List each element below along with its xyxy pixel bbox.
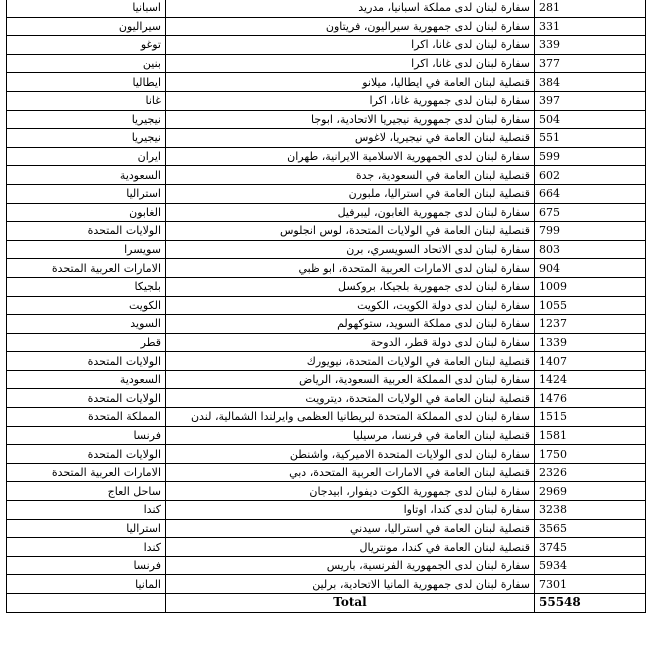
count-cell: 397	[535, 91, 646, 110]
count-cell: 384	[535, 73, 646, 92]
country-cell: المملكة المتحدة	[7, 408, 166, 427]
mission-cell: قنصلية لبنان العامة في الولايات المتحدة، نيويورك	[166, 352, 535, 371]
country-cell: السويد	[7, 315, 166, 334]
count-cell: 904	[535, 259, 646, 278]
table-row	[7, 538, 646, 557]
table-body	[7, 0, 646, 612]
mission-cell: قنصلية لبنان العامة في فرنسا، مرسيليا	[166, 426, 535, 445]
mission-cell: قنصلية لبنان العامة في استراليا، سيدني	[166, 519, 535, 538]
country-cell: كندا	[7, 501, 166, 520]
table-row	[7, 203, 646, 222]
table-row	[7, 352, 646, 371]
country-cell: فرنسا	[7, 556, 166, 575]
mission-cell: سفارة لبنان لدى الولايات المتحدة الاميركية، واشنطن	[166, 445, 535, 464]
mission-cell: قنصلية لبنان العامة في نيجيريا، لاغوس	[166, 129, 535, 148]
mission-cell: قنصلية لبنان العامة في السعودية، جدة	[166, 166, 535, 185]
table-row	[7, 17, 646, 36]
count-cell: 1339	[535, 333, 646, 352]
table-row	[7, 222, 646, 241]
count-cell: 331	[535, 17, 646, 36]
table-row	[7, 54, 646, 73]
country-cell: الولايات المتحدة	[7, 222, 166, 241]
table-row	[7, 184, 646, 203]
count-cell: 281	[535, 0, 646, 17]
country-cell: السعودية	[7, 370, 166, 389]
table-row	[7, 501, 646, 520]
mission-cell: قنصلية لبنان العامة في كندا، مونتريال	[166, 538, 535, 557]
count-cell: 1407	[535, 352, 646, 371]
count-cell: 803	[535, 240, 646, 259]
mission-cell: سفارة لبنان لدى جمهورية الكوت ديفوار، ابيدجان	[166, 482, 535, 501]
mission-cell: سفارة لبنان لدى الجمهورية الاسلامية الايرانية، طهران	[166, 147, 535, 166]
country-cell: استراليا	[7, 519, 166, 538]
country-cell: ايران	[7, 147, 166, 166]
table-row	[7, 166, 646, 185]
table-row	[7, 482, 646, 501]
table-row	[7, 315, 646, 334]
country-cell: الولايات المتحدة	[7, 352, 166, 371]
count-cell: 377	[535, 54, 646, 73]
mission-cell: قنصلية لبنان العامة في استراليا، ملبورن	[166, 184, 535, 203]
mission-cell: سفارة لبنان لدى غانا، اكرا	[166, 54, 535, 73]
table-row	[7, 426, 646, 445]
table-row	[7, 110, 646, 129]
mission-cell: سفارة لبنان لدى مملكة السويد، ستوكهولم	[166, 315, 535, 334]
mission-cell: سفارة لبنان لدى المملكة العربية السعودية، الرياض	[166, 370, 535, 389]
mission-cell: سفارة لبنان لدى جمهورية نيجيريا الاتحادية، ابوجا	[166, 110, 535, 129]
total-row	[7, 594, 646, 613]
total-value: 55548	[535, 594, 646, 613]
country-cell: استراليا	[7, 184, 166, 203]
table-row	[7, 147, 646, 166]
table-row	[7, 259, 646, 278]
count-cell: 1581	[535, 426, 646, 445]
country-cell: بلجيكا	[7, 277, 166, 296]
table-row	[7, 296, 646, 315]
country-cell: فرنسا	[7, 426, 166, 445]
table-row	[7, 575, 646, 594]
count-cell: 799	[535, 222, 646, 241]
country-cell: الامارات العربية المتحدة	[7, 463, 166, 482]
country-cell: الغابون	[7, 203, 166, 222]
count-cell: 675	[535, 203, 646, 222]
count-cell: 1237	[535, 315, 646, 334]
table-row	[7, 91, 646, 110]
embassy-registration-table	[6, 0, 646, 613]
count-cell: 599	[535, 147, 646, 166]
count-cell: 504	[535, 110, 646, 129]
count-cell: 3745	[535, 538, 646, 557]
count-cell: 5934	[535, 556, 646, 575]
table-row	[7, 463, 646, 482]
count-cell: 3565	[535, 519, 646, 538]
country-cell: كندا	[7, 538, 166, 557]
table-row	[7, 129, 646, 148]
count-cell: 602	[535, 166, 646, 185]
table-row	[7, 445, 646, 464]
total-country-cell	[7, 594, 166, 613]
country-cell: سويسرا	[7, 240, 166, 259]
table-row	[7, 519, 646, 538]
mission-cell: سفارة لبنان لدى غانا، اكرا	[166, 36, 535, 55]
mission-cell: سفارة لبنان لدى جمهورية غانا، اكرا	[166, 91, 535, 110]
table-row	[7, 36, 646, 55]
mission-cell: سفارة لبنان لدى مملكة اسبانيا، مدريد	[166, 0, 535, 17]
table-row	[7, 240, 646, 259]
table-row	[7, 408, 646, 427]
mission-cell: سفارة لبنان لدى الامارات العربية المتحدة، ابو ظبي	[166, 259, 535, 278]
mission-cell: سفارة لبنان لدى الجمهورية الفرنسية، باريس	[166, 556, 535, 575]
country-cell: سيراليون	[7, 17, 166, 36]
table-row	[7, 73, 646, 92]
mission-cell: قنصلية لبنان العامة في الولايات المتحدة، لوس انجلوس	[166, 222, 535, 241]
mission-cell: سفارة لبنان لدى دولة الكويت، الكويت	[166, 296, 535, 315]
country-cell: المانيا	[7, 575, 166, 594]
count-cell: 1476	[535, 389, 646, 408]
table-row	[7, 0, 646, 17]
country-cell: ايطاليا	[7, 73, 166, 92]
count-cell: 7301	[535, 575, 646, 594]
mission-cell: سفارة لبنان لدى المملكة المتحدة لبريطانيا العظمى وايرلندا الشمالية، لندن	[166, 408, 535, 427]
country-cell: نيجيريا	[7, 129, 166, 148]
count-cell: 3238	[535, 501, 646, 520]
count-cell: 1750	[535, 445, 646, 464]
count-cell: 1424	[535, 370, 646, 389]
mission-cell: سفارة لبنان لدى جمهورية المانيا الاتحادية، برلين	[166, 575, 535, 594]
table-row	[7, 277, 646, 296]
count-cell: 664	[535, 184, 646, 203]
count-cell: 2326	[535, 463, 646, 482]
mission-cell: قنصلية لبنان العامة في الولايات المتحدة، ديترويت	[166, 389, 535, 408]
count-cell: 1055	[535, 296, 646, 315]
table-row	[7, 333, 646, 352]
mission-cell: سفارة لبنان لدى جمهورية بلجيكا، بروكسل	[166, 277, 535, 296]
count-cell: 1009	[535, 277, 646, 296]
country-cell: ساحل العاج	[7, 482, 166, 501]
country-cell: اسبانيا	[7, 0, 166, 17]
mission-cell: سفارة لبنان لدى جمهورية سيراليون، فريتاون	[166, 17, 535, 36]
count-cell: 2969	[535, 482, 646, 501]
count-cell: 1515	[535, 408, 646, 427]
table-row	[7, 370, 646, 389]
total-label: Total	[166, 594, 535, 613]
country-cell: بنين	[7, 54, 166, 73]
table-row	[7, 389, 646, 408]
country-cell: الولايات المتحدة	[7, 445, 166, 464]
country-cell: الامارات العربية المتحدة	[7, 259, 166, 278]
mission-cell: سفارة لبنان لدى دولة قطر، الدوحة	[166, 333, 535, 352]
country-cell: قطر	[7, 333, 166, 352]
country-cell: غانا	[7, 91, 166, 110]
mission-cell: سفارة لبنان لدى كندا، اوتاوا	[166, 501, 535, 520]
country-cell: توغو	[7, 36, 166, 55]
count-cell: 551	[535, 129, 646, 148]
mission-cell: سفارة لبنان لدى جمهورية الغابون، ليبرفيل	[166, 203, 535, 222]
country-cell: الولايات المتحدة	[7, 389, 166, 408]
country-cell: نيجيريا	[7, 110, 166, 129]
mission-cell: قنصلية لبنان العامة في ايطاليا، ميلانو	[166, 73, 535, 92]
country-cell: الكويت	[7, 296, 166, 315]
mission-cell: سفارة لبنان لدى الاتحاد السويسري، برن	[166, 240, 535, 259]
mission-cell: قنصلية لبنان العامة في الامارات العربية المتحدة، دبي	[166, 463, 535, 482]
count-cell: 339	[535, 36, 646, 55]
table-row	[7, 556, 646, 575]
country-cell: السعودية	[7, 166, 166, 185]
